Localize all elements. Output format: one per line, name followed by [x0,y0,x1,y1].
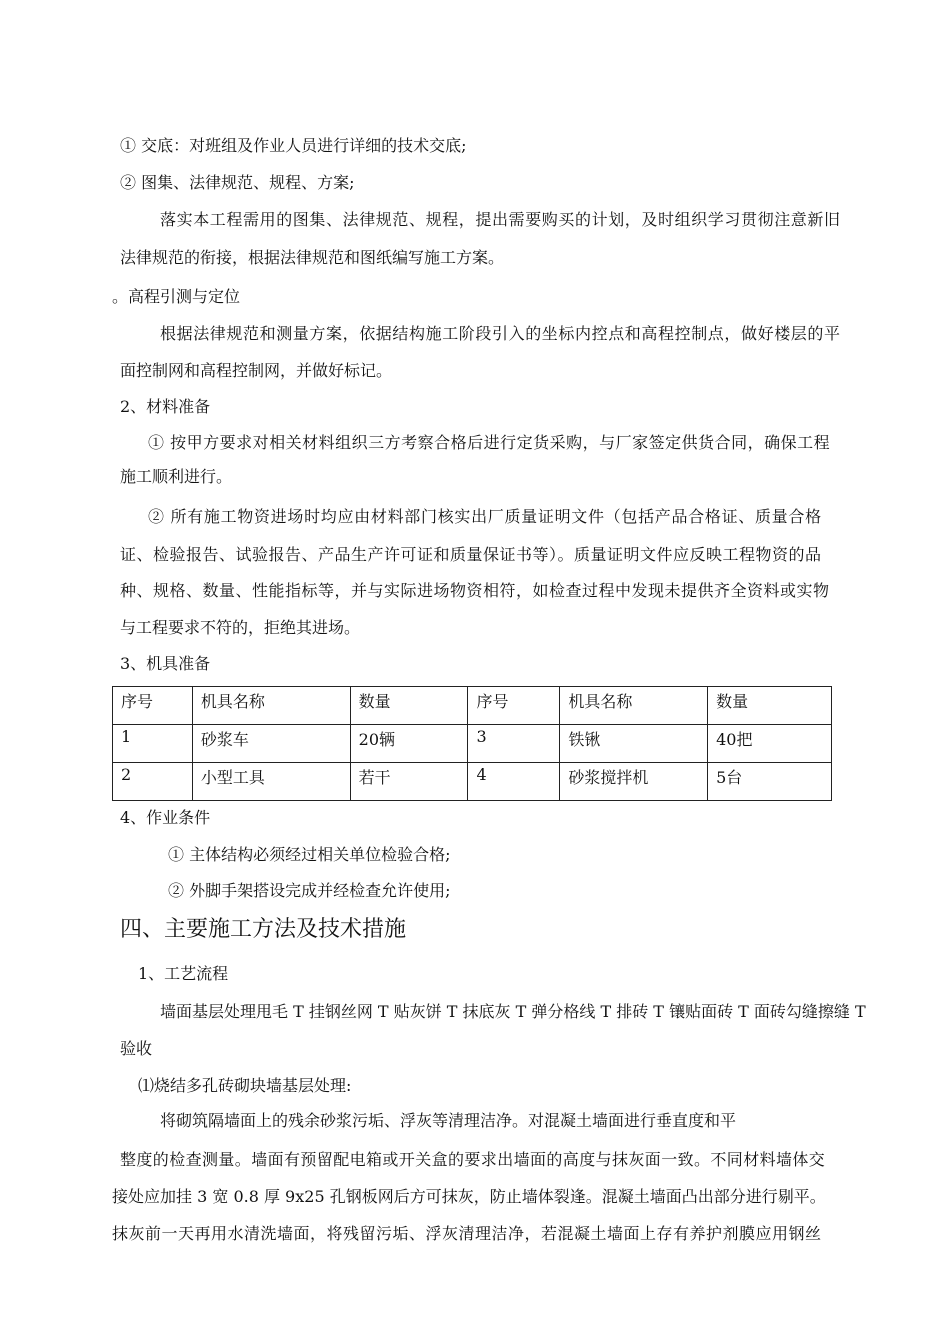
paragraph-line: 落实本工程需用的图集、法律规范、规程，提出需要购买的计划，及时组织学习贯彻注意新旧 [160,210,841,229]
paragraph-line: 施工顺利进行。 [120,467,233,486]
paragraph-line: 整度的检查测量。墙面有预留配电箱或开关盒的要求出墙面的高度与抹灰面一致。不同材料墙体交 [120,1150,826,1169]
table-header-cell: 序号 [468,687,560,725]
paragraph-line: 抹灰前一天再用水清洗墙面，将残留污垢、浮灰清理洁净，若混凝土墙面上存有养护剂膜应用钢丝 [112,1224,822,1243]
subheading-line: 4、作业条件 [120,808,211,827]
table-cell: 20辆 [350,725,468,763]
table-cell: 2 [113,763,193,801]
paragraph-line: ① 交底：对班组及作业人员进行详细的技术交底; [120,136,467,155]
paragraph-line: ② 图集、法律规范、规程、方案; [120,173,355,192]
table-cell: 4 [468,763,560,801]
table-header-cell: 数量 [708,687,832,725]
table-cell: 若干 [350,763,468,801]
paragraph-line: 种、规格、数量、性能指标等，并与实际进场物资相符，如检查过程中发现未提供齐全资料或实物 [120,581,830,600]
subheading-line: 1、工艺流程 [138,964,229,983]
paragraph-line: 法律规范的衔接，根据法律规范和图纸编写施工方案。 [120,248,505,267]
paragraph-line: ① 主体结构必须经过相关单位检验合格; [168,845,451,864]
table-cell: 5台 [708,763,832,801]
subheading-line: 。高程引测与定位 [112,287,241,306]
subheading-line: ⑴烧结多孔砖砌块墙基层处理: [138,1076,352,1095]
paragraph-line: ② 外脚手架搭设完成并经检查允许使用; [168,881,451,900]
table-header-cell: 数量 [350,687,468,725]
subheading-line: 3、机具准备 [120,654,211,673]
table-cell: 小型工具 [192,763,350,801]
table-header-cell: 序号 [113,687,193,725]
table-header-row [113,687,832,725]
paragraph-line: 将砌筑隔墙面上的残余砂浆污垢、浮灰等清理洁净。对混凝土墙面进行垂直度和平 [160,1111,737,1130]
paragraph-line: 墙面基层处理甩毛 T 挂钢丝网 T 贴灰饼 T 抹底灰 T 弹分格线 T 排砖 T 镶贴面砖 T 面砖勾缝擦缝 T [160,1002,866,1021]
paragraph-line: 证、检验报告、试验报告、产品生产许可证和质量保证书等）。质量证明文件应反映工程物资的品 [120,545,822,564]
section-heading: 四、主要施工方法及技术措施 [120,917,407,942]
paragraph-line: 根据法律规范和测量方案，依据结构施工阶段引入的坐标内控点和高程控制点，做好楼层的平 [160,324,841,343]
paragraph-line: ① 按甲方要求对相关材料组织三方考察合格后进行定货采购，与厂家签定供货合同，确保工程 [148,433,831,452]
tools-table [112,686,832,801]
table-header-cell: 机具名称 [192,687,350,725]
table-cell: 砂浆车 [192,725,350,763]
table-row [113,725,832,763]
table-cell: 砂浆搅拌机 [560,763,708,801]
subheading-line: 2、材料准备 [120,397,211,416]
paragraph-line: 面控制网和高程控制网，并做好标记。 [120,361,393,380]
paragraph-line: 接处应加挂 3 宽 0.8 厚 9x25 孔钢板网后方可抹灰，防止墙体裂逢。混凝土墙面凸出部分进行剔平。 [112,1187,826,1206]
paragraph-line: ② 所有施工物资进场时均应由材料部门核实出厂质量证明文件（包括产品合格证、质量合格 [148,507,822,526]
paragraph-line: 验收 [120,1039,153,1058]
table-header-cell: 机具名称 [560,687,708,725]
table-row [113,763,832,801]
paragraph-line: 与工程要求不符的，拒绝其进场。 [120,618,361,637]
table-cell: 1 [113,725,193,763]
table-cell: 40把 [708,725,832,763]
table-cell: 铁锹 [560,725,708,763]
table-cell: 3 [468,725,560,763]
